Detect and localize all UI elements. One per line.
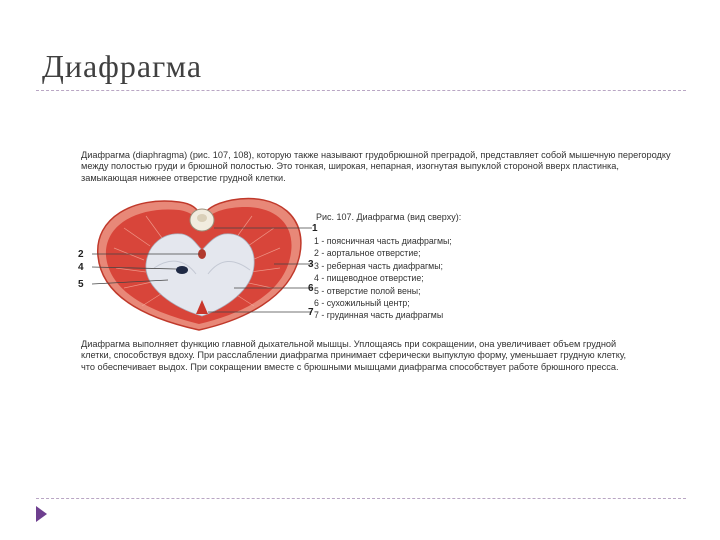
legend-item: 7 - грудинная часть диафрагмы [314, 310, 444, 321]
marker-6: 6 [308, 283, 314, 294]
outro-paragraph: Диафрагма выполняет функцию главной дыхательной мышцы. Уплощаясь при сокращении, она увеличивает объем грудной клетки, способствуя вдоху. При расслаблении диафрагма принимает сферически выпуклую форму, уменьшает грудную клетку, что обеспечивает выдох. При сокращении вместе с брюшными мышцами диафрагма способствует работе брюшного пресса. [81, 339, 627, 372]
next-arrow-icon[interactable] [36, 506, 47, 522]
legend-item: 2 - аортальное отверстие; [314, 248, 421, 259]
intro-paragraph: Диафрагма (diaphragma) (рис. 107, 108), которую также называют грудобрюшной преградой, представляет собой мышечную перегородку между полостью груди и брюшной полостью. Это тонкая, широкая, непарная, изогнутая выпуклой стороной вверх пластинка, замыкающая нижнее отверстие грудной клетки. [81, 150, 671, 183]
figure-caption: Рис. 107. Диафрагма (вид сверху): [316, 212, 462, 222]
title-divider [36, 90, 686, 91]
diaphragm-figure [78, 188, 474, 333]
marker-2: 2 [78, 249, 84, 260]
slide-title: Диафрагма [42, 48, 203, 84]
legend-item: 4 - пищеводное отверстие; [314, 273, 424, 284]
marker-3: 3 [308, 259, 314, 270]
legend-item: 1 - поясничная часть диафрагмы; [314, 236, 452, 246]
marker-1: 1 [312, 223, 318, 234]
legend-item: 6 - сухожильный центр; [314, 298, 410, 309]
marker-4: 4 [78, 262, 84, 273]
legend-item: 3 - реберная часть диафрагмы; [314, 260, 443, 271]
footer-divider [36, 498, 686, 499]
marker-7: 7 [308, 307, 314, 318]
legend-item: 5 - отверстие полой вены; [314, 285, 421, 296]
figure-legend [314, 235, 452, 322]
marker-5: 5 [78, 279, 84, 290]
